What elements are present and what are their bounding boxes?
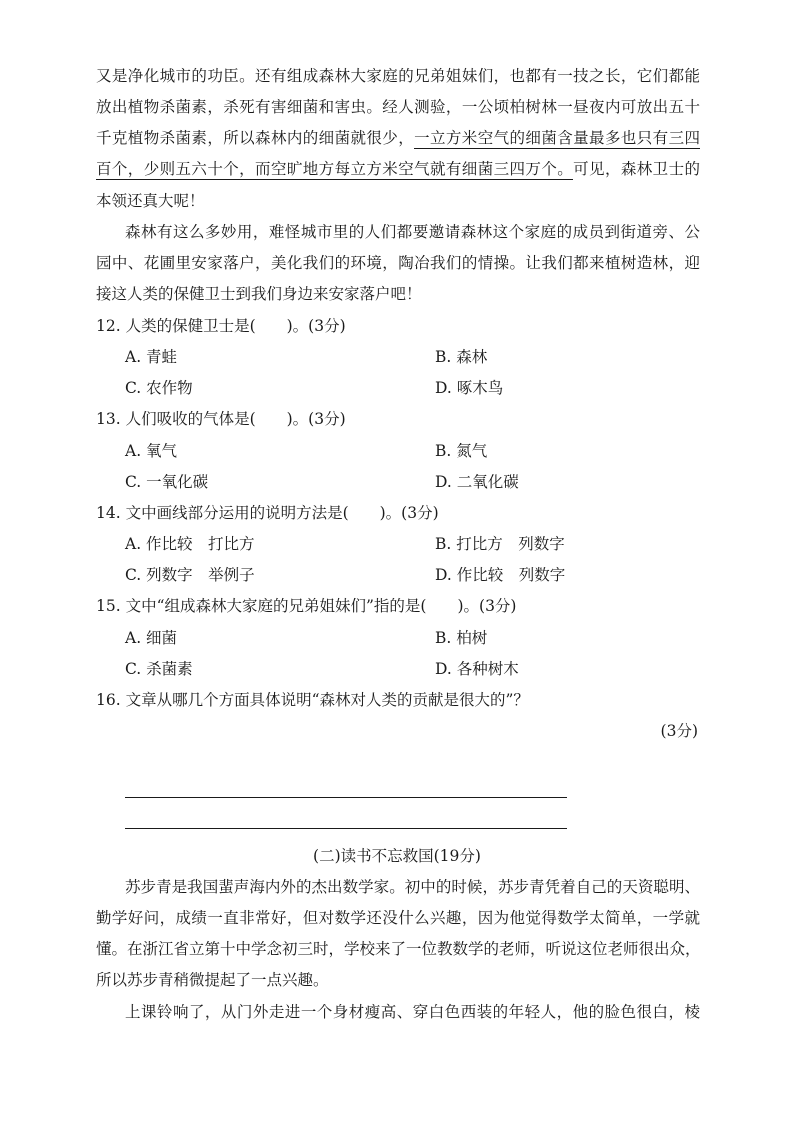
passage-text: 千克植物杀菌素，所以森林内的细菌就很少， xyxy=(96,129,415,147)
passage-line: 勤学好问，成绩一直非常好，但对数学还没什么兴趣，因为他觉得数学太简单，一学就 xyxy=(96,909,700,927)
passage-line xyxy=(96,128,700,148)
option-13a: A. 氧气 xyxy=(125,442,178,460)
option-15a: A. 细菌 xyxy=(125,629,178,647)
passage-line: 放出植物杀菌素，杀死有害细菌和害虫。经人测验，一公顷柏树林一昼夜内可放出五十 xyxy=(96,98,700,116)
option-13c: C. 一氧化碳 xyxy=(125,473,209,491)
question-12: 12. 人类的保健卫士是( )。(3分) xyxy=(96,317,346,335)
option-14c: C. 列数字 举例子 xyxy=(125,566,255,584)
option-13b: B. 氮气 xyxy=(435,442,488,460)
passage-line: 所以苏步青稍微提起了一点兴趣。 xyxy=(96,971,329,989)
answer-line[interactable] xyxy=(125,797,567,798)
option-15b: B. 柏树 xyxy=(435,629,488,647)
passage-line: 接这人类的保健卫士到我们身边来安家落户吧！ xyxy=(96,285,422,303)
answer-line[interactable] xyxy=(125,828,567,829)
passage-line: 上课铃响了，从门外走进一个身材瘦高、穿白色西装的年轻人，他的脸色很白，棱 xyxy=(125,1003,700,1021)
question-13: 13. 人们吸收的气体是( )。(3分) xyxy=(96,410,346,428)
option-12c: C. 农作物 xyxy=(125,379,193,397)
question-14: 14. 文中画线部分运用的说明方法是( )。(3分) xyxy=(96,504,439,522)
section-title: (二)读书不忘救国(19分) xyxy=(313,847,481,865)
option-12b: B. 森林 xyxy=(435,348,488,366)
option-14b: B. 打比方 列数字 xyxy=(435,535,565,553)
passage-line: 园中、花圃里安家落户，美化我们的环境，陶冶我们的情操。让我们都来植树造林，迎 xyxy=(96,254,700,272)
option-14a: A. 作比较 打比方 xyxy=(125,535,255,553)
option-15c: C. 杀菌素 xyxy=(125,660,193,678)
passage-line: 懂。在浙江省立第十中学念初三时，学校来了一位教数学的老师，听说这位老师很出众， xyxy=(96,940,701,958)
passage-line: 苏步青是我国蜚声海内外的杰出数学家。初中的时候，苏步青凭着自己的天资聪明、 xyxy=(125,878,700,896)
underlined-sentence: 一立方米空气的细菌含量最多也只有三四 xyxy=(414,129,700,147)
question-15: 15. 文中“组成森林大家庭的兄弟姐妹们”指的是( )。(3分) xyxy=(96,597,517,615)
option-13d: D. 二氧化碳 xyxy=(435,473,519,491)
passage-line xyxy=(96,159,700,179)
option-12d: D. 啄木鸟 xyxy=(435,379,504,397)
option-15d: D. 各种树木 xyxy=(435,660,519,678)
option-14d: D. 作比较 列数字 xyxy=(435,566,566,584)
passage-line: 森林有这么多妙用，难怪城市里的人们都要邀请森林这个家庭的成员到街道旁、公 xyxy=(125,223,700,241)
passage-text: 可见，森林卫士的 xyxy=(573,160,700,178)
passage-line: 又是净化城市的功臣。还有组成森林大家庭的兄弟姐妹们，也都有一技之长，它们都能 xyxy=(96,67,700,85)
question-16: 16. 文章从哪几个方面具体说明“森林对人类的贡献是很大的”？ xyxy=(96,691,529,709)
passage-line: 本领还真大呢！ xyxy=(96,192,205,210)
underlined-sentence: 百个，少则五六十个，而空旷地方每立方米空气就有细菌三四万个。 xyxy=(96,160,574,178)
question-16-score: (3分) xyxy=(660,722,698,740)
option-12a: A. 青蛙 xyxy=(125,348,178,366)
